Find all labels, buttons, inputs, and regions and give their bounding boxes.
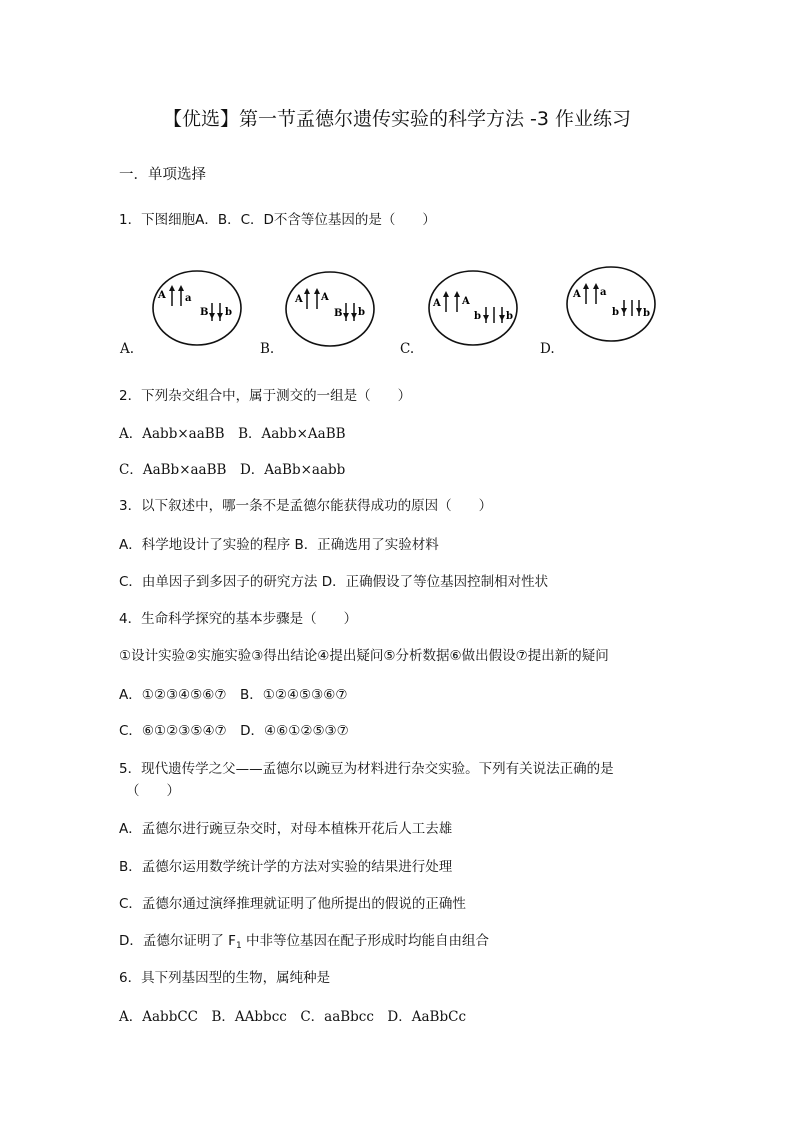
q3-options-row1: A．科学地设计了实验的程序 B．正确选用了实验材料 [119, 537, 439, 553]
q1-stem: 1．下图细胞A．B．C．D不含等位基因的是（ ） [119, 212, 436, 228]
page-title: 【优选】第一节孟德尔遗传实验的科学方法 -3 作业练习 [162, 108, 632, 130]
subscript: 1 [235, 941, 242, 951]
gene-label: A [462, 296, 470, 307]
q4-options-row1: A．①②③④⑤⑥⑦ B．①②④⑤③⑥⑦ [119, 687, 348, 703]
option-label-c: C. [400, 341, 415, 357]
q5-option-d-text: D．孟德尔证明了 F [119, 933, 236, 949]
gene-label: B [334, 308, 343, 319]
q4-options-row2: C．⑥①②③⑤④⑦ D．④⑥①②⑤③⑦ [119, 723, 349, 739]
option-label-a: A. [120, 341, 135, 357]
cell-diagram-b [285, 271, 377, 351]
gene-label: b [225, 307, 232, 318]
section-heading: 一．单项选择 [119, 167, 206, 183]
gene-label: a [185, 293, 192, 304]
gene-label: A [158, 290, 166, 301]
gene-label: b [643, 308, 650, 319]
q3-options-row2: C．由单因子到多因子的研究方法 D．正确假设了等位基因控制相对性状 [119, 574, 549, 590]
q5-stem-continued: （ ） [126, 783, 180, 799]
cell-diagram-c [428, 270, 520, 350]
q5-stem: 5．现代遗传学之父——孟德尔以豌豆为材料进行杂交实验。下列有关说法正确的是 [119, 761, 614, 777]
gene-label: A [433, 298, 441, 309]
q6-options-row1: A．AabbCC B．AAbbcc C．aaBbcc D．AaBbCc [119, 1009, 466, 1025]
q6-stem: 6．具下列基因型的生物，属纯种是 [119, 970, 331, 986]
q2-options-row1: A．Aabb×aaBB B．Aabb×AaBB [119, 426, 346, 442]
q5-option-d-text-end: 中非等位基因在配子形成时均能自由组合 [241, 933, 489, 949]
gene-label: b [612, 307, 619, 318]
q5-option-c: C．孟德尔通过演绎推理就证明了他所提出的假说的正确性 [119, 896, 466, 912]
q3-stem: 3．以下叙述中，哪一条不是孟德尔能获得成功的原因（ ） [119, 498, 493, 514]
gene-label: a [600, 287, 607, 298]
q4-stem: 4．生命科学探究的基本步骤是（ ） [119, 611, 358, 627]
q5-option-b: B．孟德尔运用数学统计学的方法对实验的结果进行处理 [119, 859, 453, 875]
gene-label: b [506, 311, 513, 322]
gene-label: b [358, 307, 365, 318]
q5-option-a: A．孟德尔进行豌豆杂交时，对母本植株开花后人工去雄 [119, 821, 453, 837]
gene-label: b [474, 311, 481, 322]
q4-steps: ①设计实验②实施实验③得出结论④提出疑问⑤分析数据⑥做出假设⑦提出新的疑问 [119, 648, 609, 664]
q2-options-row2: C．AaBb×aaBB D．AaBb×aabb [119, 462, 346, 478]
cell-diagram-d [566, 266, 658, 346]
q2-stem: 2．下列杂交组合中，属于测交的一组是（ ） [119, 388, 412, 404]
option-label-d: D. [540, 341, 555, 357]
gene-label: B [200, 307, 209, 318]
gene-label: A [573, 289, 581, 300]
gene-label: A [321, 292, 329, 303]
q5-option-d [119, 929, 489, 951]
gene-label: A [295, 294, 303, 305]
cell-diagram-a [152, 270, 244, 350]
option-label-b: B. [260, 341, 275, 357]
